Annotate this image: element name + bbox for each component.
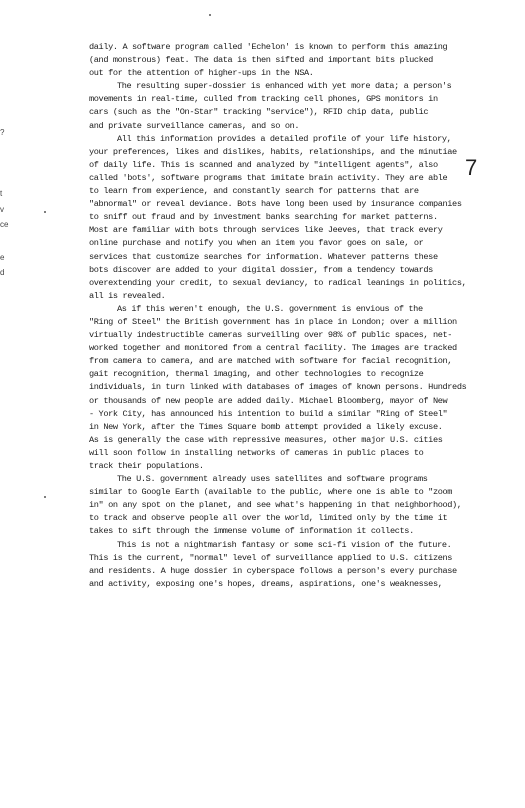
scan-speck bbox=[209, 14, 211, 16]
text-line: to sniff out fraud and by investment banks searching for market patterns. bbox=[89, 212, 438, 223]
text-line: movements in real-time, culled from tracking cell phones, GPS monitors in bbox=[89, 94, 438, 105]
scan-speck bbox=[44, 496, 46, 498]
text-line: overextending your credit, to sexual deviancy, to radical leanings in politics, bbox=[89, 277, 467, 288]
text-line: out for the attention of higher-ups in the NSA. bbox=[89, 68, 314, 79]
text-line: "Ring of Steel" the British government has in place in London; over a million bbox=[89, 316, 457, 327]
paragraph bbox=[89, 539, 507, 591]
text-line: all is revealed. bbox=[89, 290, 166, 301]
text-line: This is not a nightmarish fantasy or some sci-fi vision of the future. bbox=[117, 539, 452, 550]
text-line: or thousands of new people are added daily. Michael Bloomberg, mayor of New bbox=[89, 395, 448, 406]
text-line: All this information provides a detailed profile of your life history, bbox=[117, 133, 452, 144]
text-line: The resulting super-dossier is enhanced with yet more data; a person's bbox=[117, 81, 452, 92]
text-line: your preferences, likes and dislikes, habits, relationships, and the minutiae bbox=[89, 146, 457, 157]
text-line: in New York, after the Times Square bomb attempt provided a likely excuse. bbox=[89, 421, 443, 432]
text-line: - York City, has announced his intention to build a similar "Ring of Steel" bbox=[89, 408, 448, 419]
text-line: As is generally the case with repressive measures, other major U.S. cities bbox=[89, 434, 443, 445]
text-line: worked together and monitored from a central facility. The images are tracked bbox=[89, 343, 457, 354]
text-line: "abnormal" or reveal deviance. Bots have long been used by insurance companies bbox=[89, 199, 462, 210]
text-line: gait recognition, thermal imaging, and other technologies to recognize bbox=[89, 369, 424, 380]
paragraph bbox=[89, 80, 507, 132]
text-line: of daily life. This is scanned and analyzed by "intelligent agents", also bbox=[89, 159, 438, 170]
text-line: cars (such as the "On-Star" tracking "service"), RFID chip data, public bbox=[89, 107, 429, 118]
text-line: and activity, exposing one's hopes, dreams, aspirations, one's weaknesses, bbox=[89, 578, 443, 589]
paragraph bbox=[89, 303, 507, 473]
text-line: services that customize searches for information. Whatever patterns these bbox=[89, 251, 438, 262]
text-line: individuals, in turn linked with databases of images of known persons. Hundreds bbox=[89, 382, 467, 393]
text-line: to learn from experience, and constantly search for patterns that are bbox=[89, 186, 419, 197]
margin-glyph: ce bbox=[0, 220, 9, 229]
text-line: online purchase and notify you when an item you favor goes on sale, or bbox=[89, 238, 424, 249]
text-line: in" on any spot on the planet, and see what's happening in that neighborhood), bbox=[89, 500, 462, 511]
margin-glyph: e bbox=[0, 253, 5, 262]
paragraph bbox=[89, 133, 507, 303]
scan-speck bbox=[44, 211, 46, 213]
text-line: daily. A software program called 'Echelon' is known to perform this amazing bbox=[89, 42, 448, 52]
text-line: and residents. A huge dossier in cyberspace follows a person's every purchase bbox=[89, 565, 457, 576]
text-line: The U.S. government already uses satellites and software programs bbox=[117, 474, 428, 485]
text-line: virtually indestructible cameras surveilling over 98% of public spaces, net- bbox=[89, 330, 453, 341]
text-line: similar to Google Earth (available to the public, where one is able to "zoom bbox=[89, 487, 453, 498]
text-line: bots discover are added to your digital dossier, from a tendency towards bbox=[89, 264, 433, 275]
text-line: and private surveillance cameras, and so on. bbox=[89, 120, 300, 131]
text-line: called 'bots', software programs that imitate brain activity. They are able bbox=[89, 172, 448, 183]
text-line: This is the current, "normal" level of surveillance applied to U.S. citizens bbox=[89, 552, 453, 563]
paragraph bbox=[89, 473, 507, 538]
text-line: Most are familiar with bots through services like Jeeves, that track every bbox=[89, 225, 443, 236]
text-line: (and monstrous) feat. The data is then sifted and important bits plucked bbox=[89, 55, 433, 66]
text-line: As if this weren't enough, the U.S. government is envious of the bbox=[117, 303, 423, 314]
page-number: 7 bbox=[465, 155, 478, 180]
margin-glyph: ? bbox=[0, 128, 5, 137]
text-line: from camera to camera, and are matched with software for facial recognition, bbox=[89, 356, 453, 367]
paragraph bbox=[89, 41, 507, 80]
body-text bbox=[89, 41, 507, 591]
margin-glyph: v bbox=[0, 205, 4, 214]
text-line: track their populations. bbox=[89, 461, 204, 471]
margin-glyph: d bbox=[0, 268, 5, 277]
margin-glyph: t bbox=[0, 189, 3, 198]
text-line: takes to sift through the immense volume of information it collects. bbox=[89, 526, 414, 537]
text-line: to track and observe people all over the world, limited only by the time it bbox=[89, 513, 448, 524]
text-line: will soon follow in installing networks of cameras in public places to bbox=[89, 447, 424, 458]
